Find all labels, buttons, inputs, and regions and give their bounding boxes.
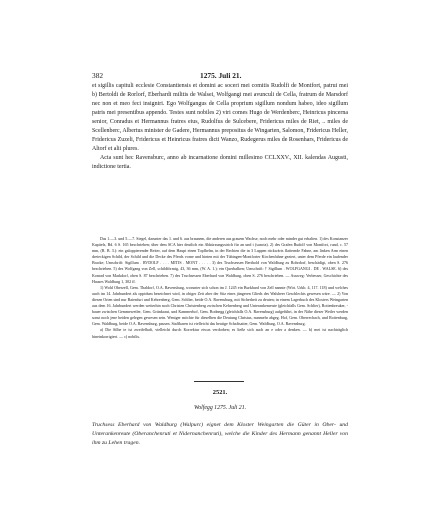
footnotes [92,236,348,340]
textual-variants-note: a) Die Silbe te ist zweifelhaft, vielleicht durch Korrektur etwas verdorben; es ließe sich auch an e oder a denken. — b) mei ist nachträglich hineinkorrigiert. — c) nobilis. [92,327,348,339]
page-header [92,71,348,81]
charter-dating-clause: Acta sunt hec Ravensburc, anno ab incarnatione domini millesimo CCLXXV., XII. kalendas Augusti, indictione tertia. [92,155,348,170]
place-names-note: 1) Wohl Oberzell, Gem. Thaldorf, O.A. Ravensburg, worunter sich schon im J. 1245 ein Burkhard von Zell nannte (Wirt. Urkb. 4, 117. 118) und welches auch im 14. Jahrhundert als oppidum bezeichnet wird, in obiger Zeit aber der Sitz eines jüngeren Glieds des Walsheer Geschlechts gewesen wäre. — 2) Von diesen Orten sind nur Baienfurt und Kehrenberg, Gem. Schlier, beide O.A. Ravensburg, mit Sicherheit zu deuten; in einem Lagerbuch des Klosters Weingarten aus dem 16. Jahrhundert werden weiterhin noch Christen Christenberg zwischen Kehrenberg und Unterankenreute (gleichfalls Gem. Schlier), Rottenbreuker, -bauer zwischen Gemmeweiler, Gem. Grünkraut, und Kammerhof, Gem. Bodnegg (gleichfalls O.A. Ravensburg) aufgeführt, in der Nähe dieser Weiler werden sonst noch jene beiden gelegen gewesen sein. Weniger möchte für dieselben die Deutung Christus, nunmehr abgeg. Hof, Gem. Oberrechach, und Rottenburg, Gem. Waldburg, beide O.A. Ravensburg, passen. Staffkaren ist vielleicht das heutige Schaftsaiter, Gem. Waldburg, O.A. Ravensburg. [92,284,348,327]
document-dateline: Wolfegg 1275. Juli 21. [193,405,247,411]
running-title: 1275. Juli 21. [200,71,242,80]
document-regest: Truchsess Eberhard von Waldburg (Walpurc) eignet dem Kloster Weingarten die Güter in Ober- und Unterankenreute (Oberanchenruti et Nidernanchenruti), welche die Kinder des Hermann genannt Heller von ihm zu Lehen tragen. [92,422,348,446]
section-divider [194,381,244,382]
charter-text [92,82,348,172]
seal-description-note: Das 1.—3. und 5.—7. Siegel, darunter das 1. und 6. aus braunem, die anderen aus grauem Wachse, noch mehr oder minder gut erhalten. 1) des Konstanzer Kapitels, Bd. 6 S. 165 beschrieben; über dem SCA hier deutlich ein Abkürzungsstrich für an und t (sancta). 2) des Grafen Rudolf von Montfort, rund, c. 57 mm, (R. B. 3.): ein galoppierender Reiter, auf dem Haupt einen Topfhelm, in der Rechten die in 3 Lappen rückwärts flatternde Fahne, am linken Arm einen dreieckigen Schild, der Schild und die Decke des Pferds vorne und hinten mit der Tübingen-Montforter Kirchenfahne geziert, unter dem Pferde ein laufender Bracke; Umschrift: Sigillum . RVDOLF . . . . MITIS . MONT . . . . . 3) des Truchsessen Berthold von Waldburg zu Rohrdorf, beschädigt, oben S. 276 beschrieben. 5) des Wolfgang von Zell, schildförmig, 43, 36 mm, (W. A. 1.): ein Querbalken; Umschrift: † Sigillum . WOLFGANGI . DE . WALSE. 6) des Konrad von Markdorf, oben S. 87 beschrieben. 7) des Truchsessen Eberhard von Waldburg, oben S. 276 beschrieben. — Ausweg: Verbesser, Geschichte des Hauses Waldburg 1, 302 ff. [92,236,348,284]
page-number: 382 [92,71,104,80]
document-number: 2521. [212,389,228,396]
charter-paragraph: et sigillis capituli ecclesie Constantiensis et domini ac soceri mei comitis Rudolfi de Montfort, patrui mei b) Bertoldi de Rorlorf, Eberhardi militis de Walsei, Wolfgangi mei avunculi de Cella, fratrum de Marsdorf nec non et meo feci insigniri. Ego Wolfgangus de Cella proprium sigillum nondum habeo, ideo sigillum patris mei presentibus appendo. Testes sunt nobiles 2) viri comes Hugo de Werdenberc, Heinricus pincerna senior, Conradus et Hermannus fratres eius, Rudolfus de Sulcebere, Fridericus miles de Riet, .. miles de Scellenberc, Albertus minister de Gadere, Hermannus prepositus de Wingarten, Salomon, Fridericus Heller, Fridericus Zuzeli, Fridericus et Heinricus fratres dicti Wanzo, Rudegerus miles de Rosenhars, Fridericus de Altorf et alii plures. [92,83,348,152]
